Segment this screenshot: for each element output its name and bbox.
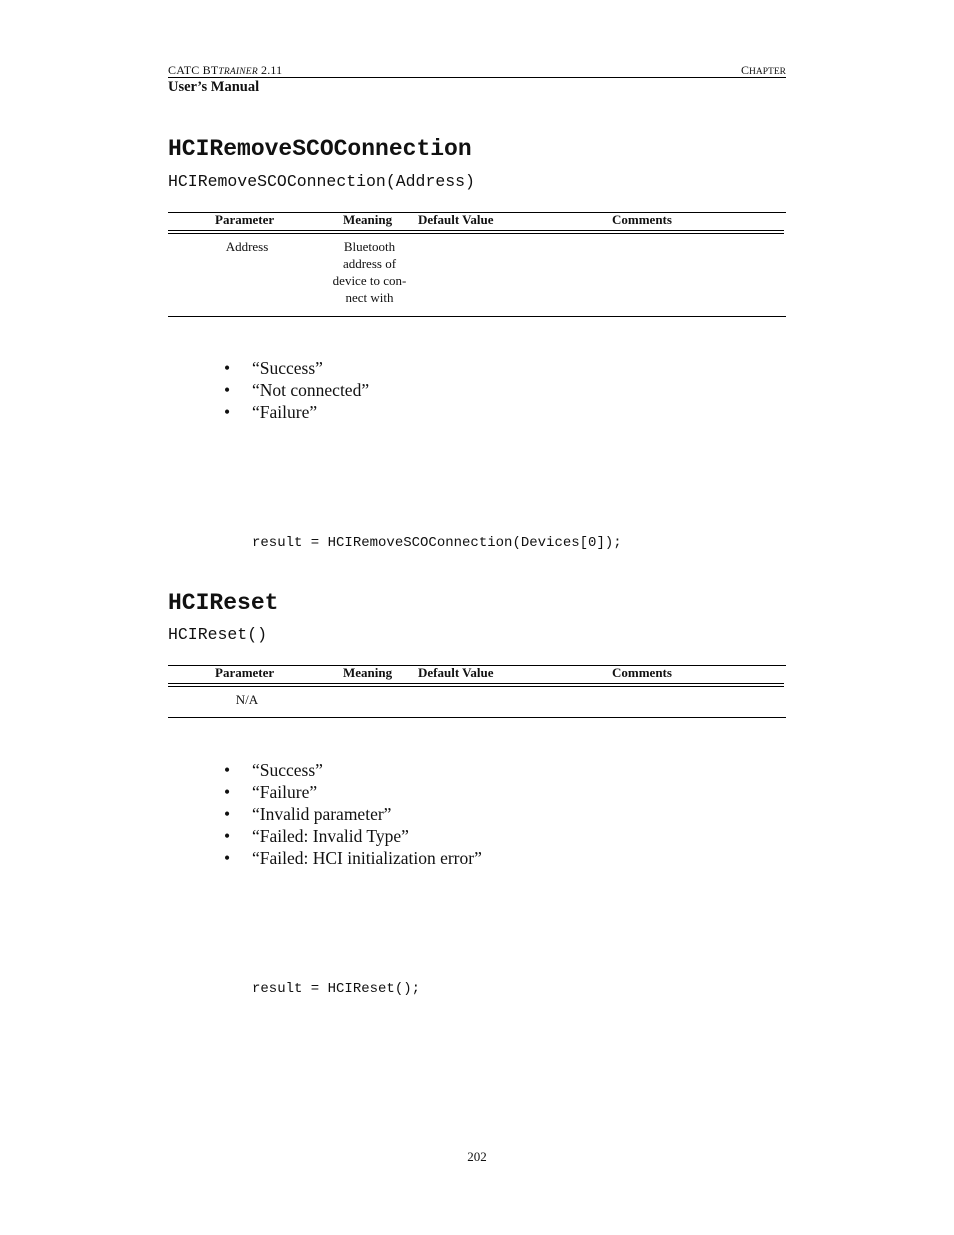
example-code-hcireset: result = HCIReset(); — [252, 981, 421, 997]
page-number: 202 — [467, 1149, 487, 1164]
section-title-hciremovescoconnection: HCIRemoveSCOConnection — [168, 136, 472, 162]
column-header-default-value: Default Value — [418, 665, 494, 680]
result-item: • “Success” — [224, 357, 369, 379]
result-item: • “Failed: HCI initialization error” — [224, 847, 482, 869]
table-cell-parameter: N/A — [235, 692, 259, 707]
result-item: • “Failure” — [224, 401, 369, 423]
meaning-line: device to con- — [332, 273, 407, 288]
table-cell-meaning — [318, 238, 421, 306]
meaning-line: nect with — [345, 290, 394, 305]
column-header-default-value: Default Value — [418, 212, 494, 227]
header-rule — [168, 77, 786, 78]
result-list-hcireset — [224, 759, 482, 869]
table-header-double-rule — [168, 230, 784, 234]
header-product — [168, 63, 282, 78]
result-item: • “Success” — [224, 759, 482, 781]
parameter-table-hciremovescoconnection — [168, 212, 786, 318]
column-header-comments: Comments — [612, 212, 672, 227]
meaning-line: address of — [342, 256, 397, 271]
column-header-meaning: Meaning — [343, 665, 393, 680]
meaning-line: Bluetooth — [343, 239, 396, 254]
header-product-smallcaps: TRAINER — [218, 67, 258, 77]
result-list-hciremovescoconnection — [224, 357, 369, 423]
result-item: • “Not connected” — [224, 379, 369, 401]
header-chapter — [741, 63, 786, 78]
header-chapter-rest: HAPTER — [749, 67, 786, 77]
column-header-parameter: Parameter — [215, 665, 275, 680]
header-chapter-first: C — [741, 63, 750, 77]
result-item: • “Failed: Invalid Type” — [224, 825, 482, 847]
header-manual-label: User’s Manual — [168, 79, 260, 95]
function-signature-hciremovescoconnection: HCIRemoveSCOConnection(Address) — [168, 172, 475, 191]
column-header-comments: Comments — [612, 665, 672, 680]
parameter-table-hcireset — [168, 665, 786, 721]
header-product-version: 2.11 — [257, 63, 283, 77]
header-product-prefix: CATC BT — [168, 63, 219, 77]
section-title-hcireset: HCIReset — [168, 590, 279, 616]
example-code-hciremovescoconnection: result = HCIRemoveSCOConnection(Devices[0]); — [252, 535, 622, 551]
table-cell-parameter: Address — [225, 239, 269, 254]
table-header-double-rule — [168, 683, 784, 687]
function-signature-hcireset: HCIReset() — [168, 625, 268, 644]
result-item: • “Invalid parameter” — [224, 803, 482, 825]
column-header-parameter: Parameter — [215, 212, 275, 227]
table-bottom-rule — [168, 717, 786, 718]
result-item: • “Failure” — [224, 781, 482, 803]
table-bottom-rule — [168, 316, 786, 317]
column-header-meaning: Meaning — [343, 212, 393, 227]
